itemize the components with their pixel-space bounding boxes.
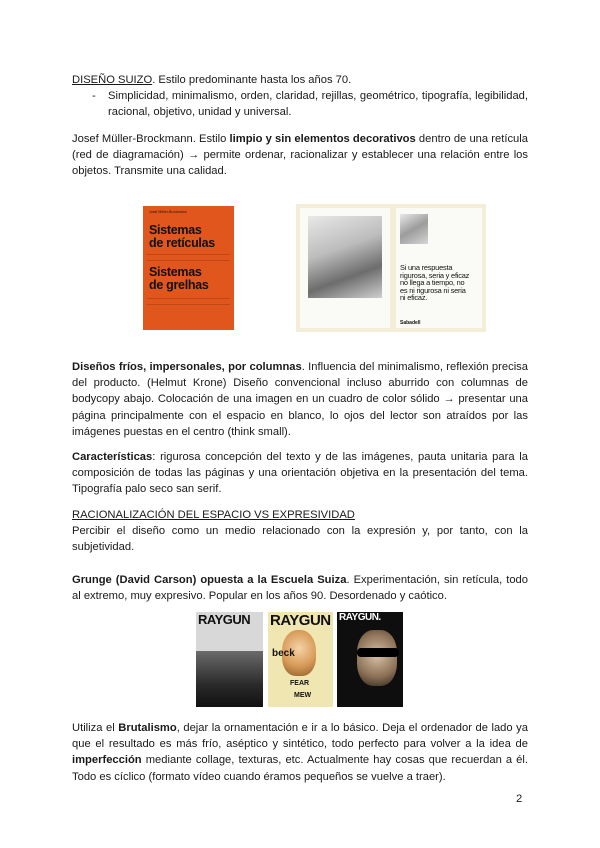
rationalization-paragraph: Percibir el diseño como un medio relacionado con la expresión y, por tanto, con la subjetividad. (72, 525, 528, 554)
cover-author: Josef Müller-Brockmann (149, 210, 187, 214)
grunge-paragraph: Grunge (David Carson) opuesta a la Escuela Suiza. Experimentación, sin retícula, todo al extremo, muy expresivo. Popular en los años 90. Desordenado y caótico. (72, 574, 528, 603)
sabadell-logo: Sabadell (400, 320, 421, 326)
rationalization-heading: RACIONALIZACIÓN DEL ESPACIO VS EXPRESIVIDAD (72, 509, 355, 521)
cover-grid-line (147, 260, 230, 261)
raygun-cover-2-image (268, 612, 333, 707)
band-photo (196, 651, 263, 707)
sunglasses-shape (357, 648, 399, 657)
cover-grid-line (147, 298, 230, 299)
raygun-logo: RAYGUN (270, 612, 331, 629)
sabadell-spread-image (296, 204, 486, 332)
cover-word: MEW (294, 692, 312, 699)
characteristics-paragraph: Características: rigurosa concepción del texto y de las imágenes, pauta unitaria para la composición de todas las páginas y una orientación objetiva en la presentación del tema. Tipografía palo seco san serif. (72, 451, 528, 496)
raygun-cover-3-image (337, 612, 403, 707)
cold-designs-paragraph: Diseños fríos, impersonales, por columnas. Influencia del minimalismo, reflexión precisa del producto. (Helmut Krone) Diseño convencional incluso aburrido con columnas de bodycopy abajo. Colocación de una imagen en un cuadro de color sólido → presentar una página principalmente con el espacio en blanco, lo ojos del lector son atraídos por las imágenes puestas en el centro (think small). (72, 361, 528, 438)
sistemas-de-reticulas-cover-image (143, 206, 234, 330)
raygun-logo: RAYGUN (198, 612, 251, 627)
brutalism-paragraph: Utiliza el Brutalismo, dejar la ornamentación e ir a lo básico. Deja el ordenador de lado ya que el resultado es más frío, aséptico y sintético, todo perfecto para volver a la idea de imperfección mediante collage, texturas, etc. Actualmente hay cosas que recuerdan a él. Todo es cíclico (formato vídeo cuando éramos pequeños se vuelve a traer). (72, 722, 528, 783)
cover-grid-line (147, 254, 230, 255)
swiss-design-heading: DISEÑO SUIZO (72, 74, 153, 86)
raygun-cover-1-image (196, 612, 263, 707)
muller-brockmann-paragraph: Josef Müller-Brockmann. Estilo limpio y sin elementos decorativos dentro de una retícula (red de diagramación) → permite ordenar, racionalizar y establecer una relación entre los objetos. Transmite una calidad. (72, 133, 528, 178)
cover-word: beck (272, 648, 295, 659)
praying-hands-photo (308, 216, 382, 298)
cover-title-line3: Sistemas (149, 265, 202, 279)
swiss-design-bullet: - Simplicidad, minimalismo, orden, claridad, rejillas, geométrico, tipografía, legibilidad, racional, objetivo, unidad y universal. (92, 90, 528, 119)
raygun-logo: RAYGUN. (339, 612, 381, 623)
cover-word: FEAR (290, 680, 310, 687)
page-number: 2 (516, 793, 523, 805)
cover-title-line1: Sistemas (149, 223, 202, 237)
spread-quote: Si una respuesta rigurosa, seria y eficaz no llega a tiempo, no es ni rigurosa ni seria ni eficaz. (400, 263, 470, 303)
cover-grid-line (147, 304, 230, 305)
hand-thumbnail (400, 214, 428, 244)
cover-title-line4: de grelhas (149, 278, 209, 292)
spread-left-page (300, 208, 390, 328)
swiss-design-paragraph: DISEÑO SUIZO. Estilo predominante hasta los años 70. (72, 74, 352, 86)
portrait-photo (357, 630, 397, 686)
cover-title-line2: de retículas (149, 236, 215, 250)
